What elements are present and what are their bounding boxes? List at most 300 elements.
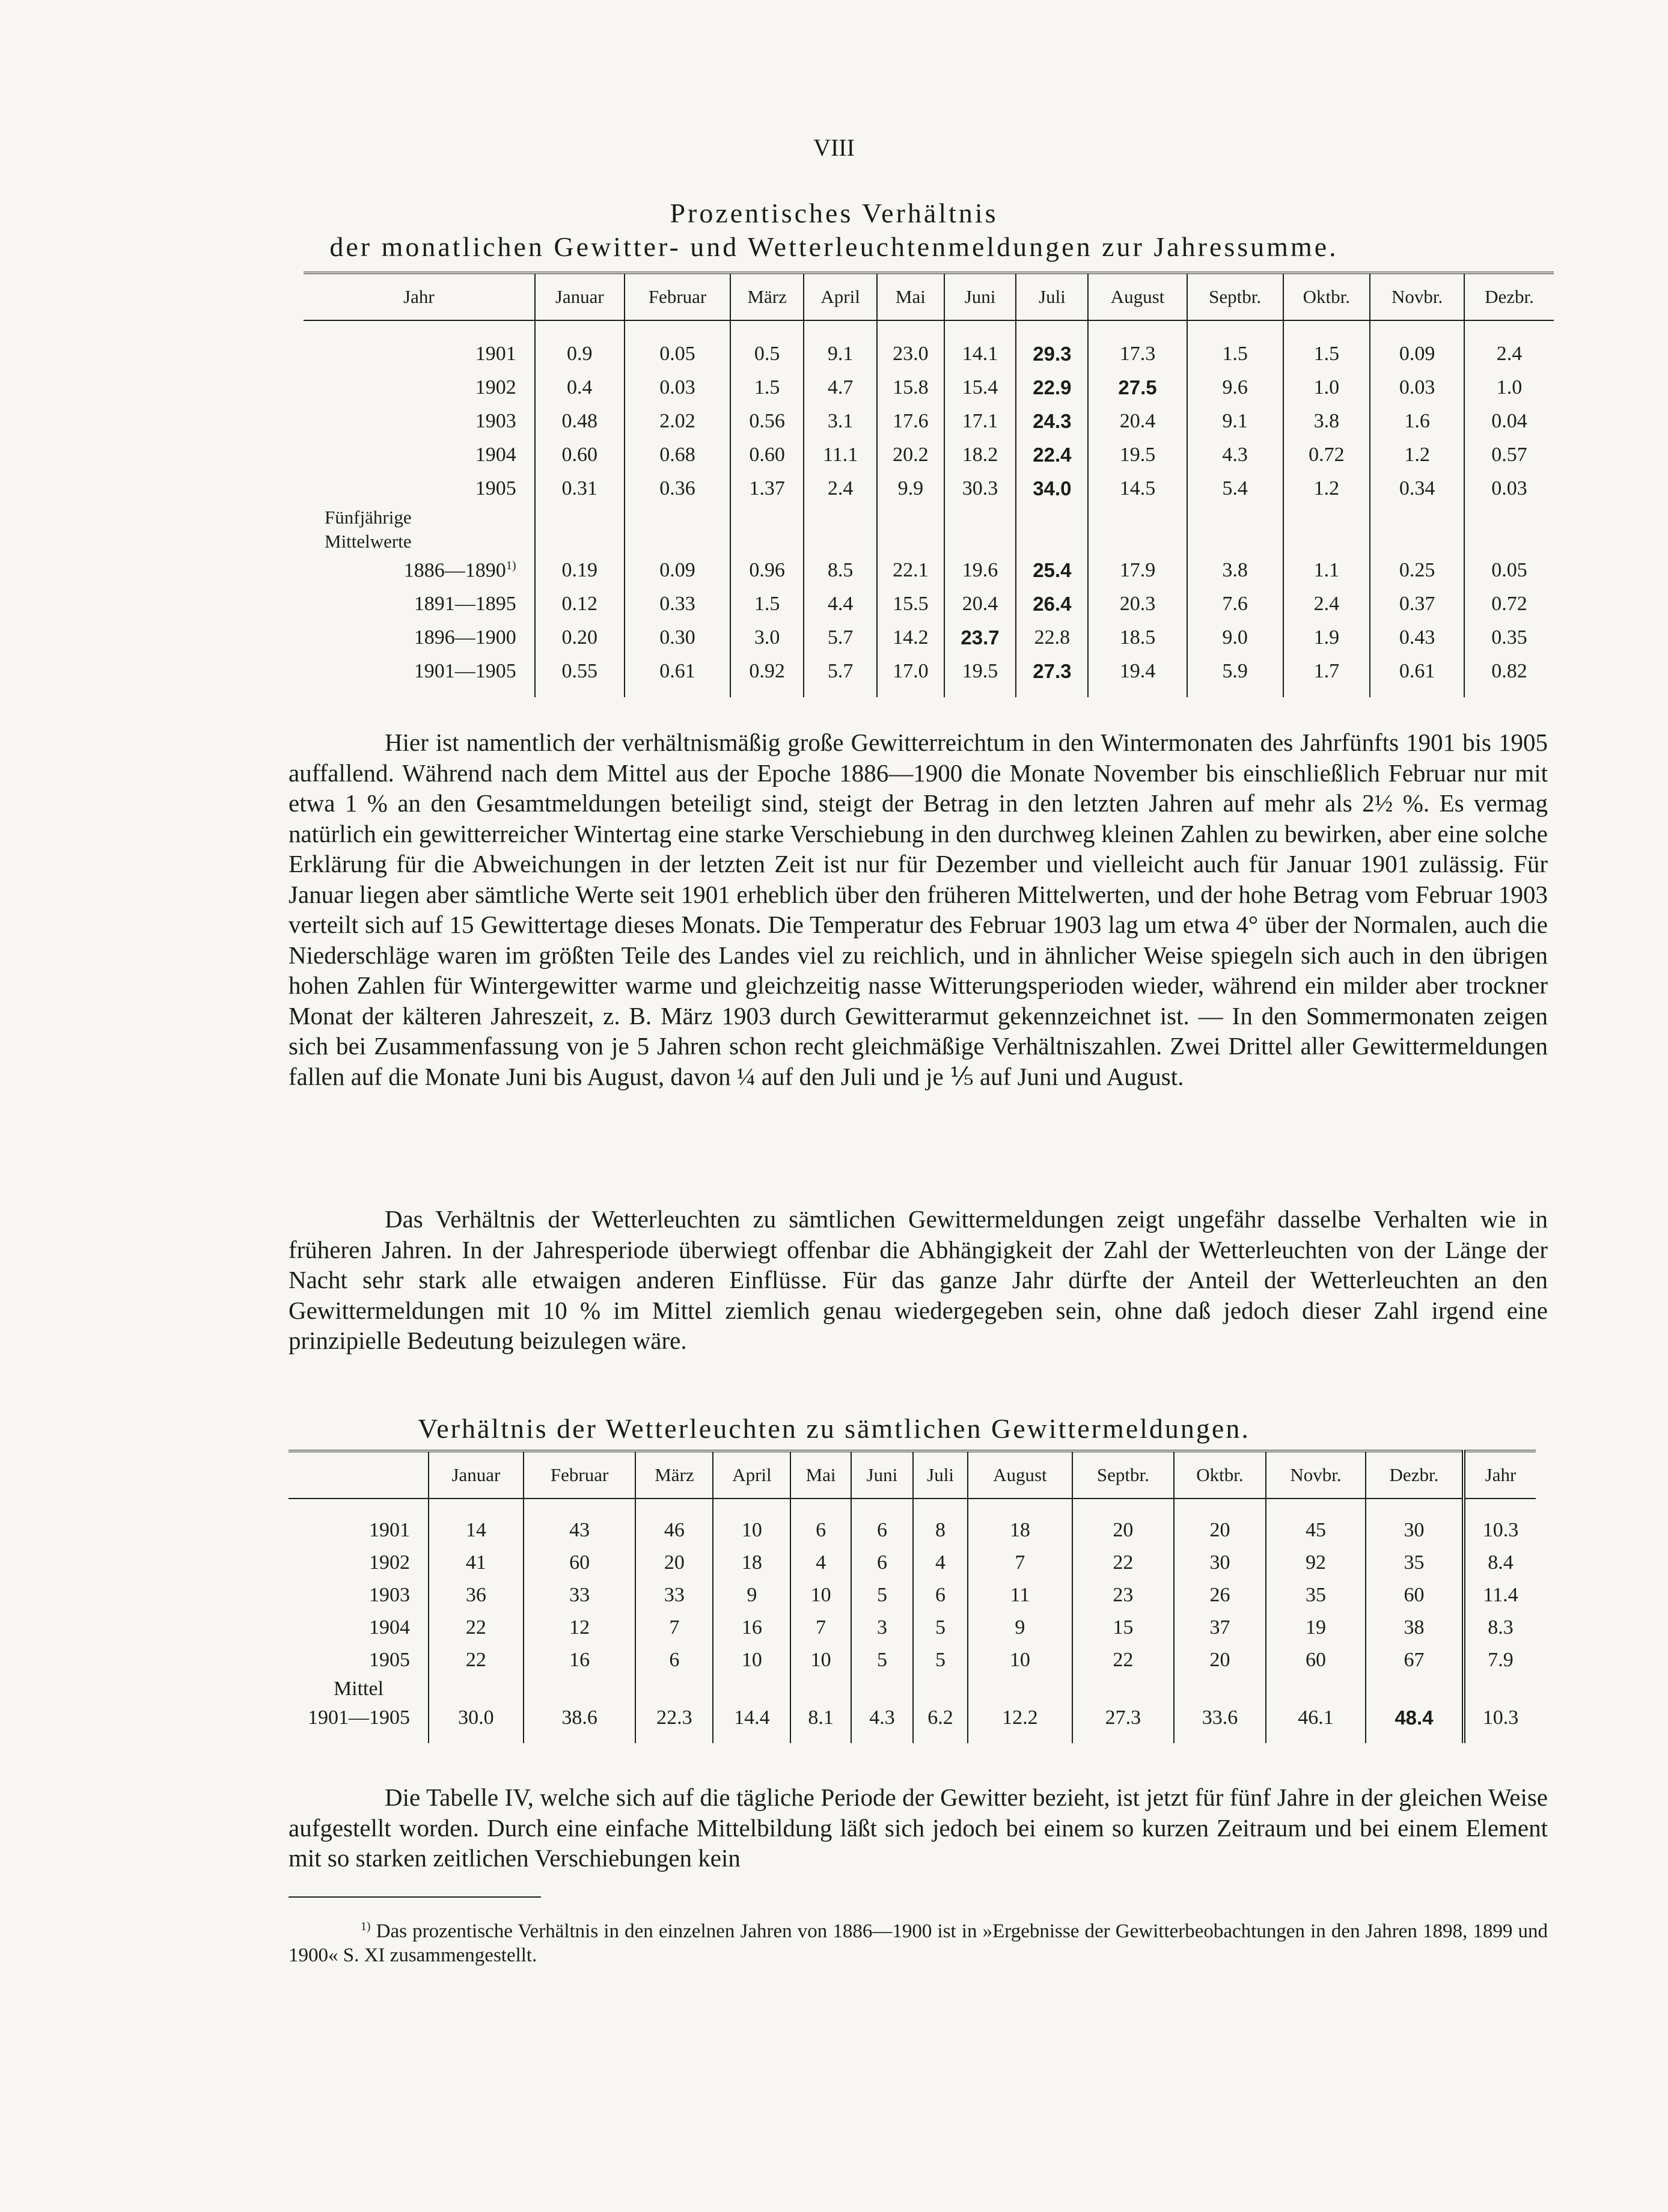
empty-cell: [429, 1676, 524, 1702]
table-cell: 0.72: [1464, 587, 1554, 621]
table-cell: 17.9: [1088, 554, 1187, 587]
empty-cell: [1283, 506, 1370, 530]
period-label-text: 1891—1895: [414, 593, 516, 615]
empty-cell: [535, 530, 625, 554]
empty-cell: [625, 506, 730, 530]
table-cell: 6: [851, 1547, 914, 1579]
table-cell: 36: [429, 1579, 524, 1612]
table-cell: 1.0: [1464, 371, 1554, 405]
row-label-year: 1904: [369, 1616, 410, 1639]
table-cell: 15.5: [877, 587, 944, 621]
table-header-row: [289, 1451, 1536, 1499]
table-cell: 0.30: [625, 621, 730, 655]
table-cell: 30: [1366, 1499, 1464, 1547]
table-cell: 18.5: [1088, 621, 1187, 655]
column-header: Oktbr.: [1174, 1451, 1266, 1499]
empty-cell: [1174, 1676, 1266, 1702]
paragraph-sheet-lightning: Das Verhältnis der Wetterleuchten zu sämtlichen Gewittermeldungen zeigt ungefähr dasselbe Verhalten wie in früheren Jahren. In der Jahresperiode überwiegt offenbar die Abhängigkeit der Zahl der Wetterleuchten von der Länge der Nacht sehr stark alle etwaigen anderen Einflüsse. Für das ganze Jahr dürfte der Anteil der Wetterleuchten an den Gewittermeldungen mit 10 % im Mittel ziemlich genau wiedergegeben sein, ohne daß jedoch dieser Zahl irgend eine prinzipielle Bedeutung beizulegen wäre.: [289, 1205, 1548, 1354]
table-cell: 8.3: [1464, 1612, 1536, 1644]
table-cell: 1.7: [1283, 655, 1370, 697]
table-cell: 8: [913, 1499, 968, 1547]
table-cell: 0.09: [1370, 320, 1464, 371]
table-cell: 0.96: [730, 554, 804, 587]
table-cell: 17.1: [944, 405, 1016, 438]
column-header: Februar: [625, 273, 730, 320]
table-cell: 18: [968, 1499, 1072, 1547]
empty-cell: [535, 506, 625, 530]
table-cell: 23.7: [944, 621, 1016, 655]
empty-cell: [877, 506, 944, 530]
table-cell: 1.6: [1370, 405, 1464, 438]
table-cell: 5.4: [1187, 472, 1283, 506]
table-cell: 22.3: [635, 1702, 713, 1743]
table-cell: 0.05: [1464, 554, 1554, 587]
table-cell: 8.5: [804, 554, 877, 587]
table1-title-line2: der monatlichen Gewitter- und Wetterleuchtenmeldungen zur Jahressumme.: [329, 231, 1339, 262]
column-header: Dezbr.: [1366, 1451, 1464, 1499]
empty-cell: [1464, 530, 1554, 554]
table-cell: 30: [1174, 1547, 1266, 1579]
period-label-text: 1896—1900: [414, 626, 516, 649]
table-cell: 15.8: [877, 371, 944, 405]
empty-cell: [730, 506, 804, 530]
table-cell: 1.37: [730, 472, 804, 506]
table-cell: 4.7: [804, 371, 877, 405]
empty-cell: [1464, 1676, 1536, 1702]
empty-cell: [1187, 530, 1283, 554]
table-cell: 8.4: [1464, 1547, 1536, 1579]
empty-cell: [1072, 1676, 1174, 1702]
table-cell: 26.4: [1016, 587, 1088, 621]
subheading-row: [289, 1676, 1536, 1702]
table-cell: 10: [968, 1644, 1072, 1676]
empty-cell: [1016, 530, 1088, 554]
table-cell: 20: [1174, 1644, 1266, 1676]
table-cell: 27.3: [1016, 655, 1088, 697]
table-cell: 3.8: [1187, 554, 1283, 587]
column-header: Januar: [429, 1451, 524, 1499]
table-cell: 1.5: [1187, 320, 1283, 371]
table-row-mean: [289, 1702, 1536, 1743]
footnote-mark: 1): [361, 1920, 371, 1933]
table-cell: 4.3: [851, 1702, 914, 1743]
column-header: [289, 1451, 429, 1499]
table-cell: 17.6: [877, 405, 944, 438]
table-cell: 15: [1072, 1612, 1174, 1644]
column-header: März: [730, 273, 804, 320]
table-cell: 19.4: [1088, 655, 1187, 697]
table-cell: 19.5: [1088, 438, 1187, 472]
table-cell: 14.4: [713, 1702, 790, 1743]
table-cell: 0.9: [535, 320, 625, 371]
table-cell: 1.0: [1283, 371, 1370, 405]
table-cell: 0.60: [535, 438, 625, 472]
table-cell: 1.5: [730, 371, 804, 405]
table-row: [304, 472, 1554, 506]
table-cell: 10.3: [1464, 1499, 1536, 1547]
table-cell: 7: [635, 1612, 713, 1644]
table-row: [304, 621, 1554, 655]
table-cell: 17.3: [1088, 320, 1187, 371]
empty-cell: [877, 530, 944, 554]
table-cell: 22.9: [1016, 371, 1088, 405]
empty-cell: [944, 530, 1016, 554]
table-cell: 9.1: [1187, 405, 1283, 438]
table-cell: 12: [524, 1612, 636, 1644]
table-row: [304, 405, 1554, 438]
table-cell: 10: [790, 1644, 851, 1676]
empty-cell: [790, 1676, 851, 1702]
table-cell: 1.2: [1283, 472, 1370, 506]
table-cell: 6: [851, 1499, 914, 1547]
table-cell: 12.2: [968, 1702, 1072, 1743]
table-cell: 4.3: [1187, 438, 1283, 472]
table-row: [289, 1499, 1536, 1547]
table-cell: 33: [635, 1579, 713, 1612]
table-cell: 5.7: [804, 621, 877, 655]
table-cell: 11.4: [1464, 1579, 1536, 1612]
empty-cell: [1370, 506, 1464, 530]
table-cell: 23.0: [877, 320, 944, 371]
table-cell: 0.25: [1370, 554, 1464, 587]
table-cell: 7.6: [1187, 587, 1283, 621]
table-row: [304, 554, 1554, 587]
column-header: März: [635, 1451, 713, 1499]
table-cell: 0.60: [730, 438, 804, 472]
table-cell: 0.92: [730, 655, 804, 697]
table-cell: 2.4: [1464, 320, 1554, 371]
table-cell: 3.1: [804, 405, 877, 438]
empty-cell: [1016, 506, 1088, 530]
column-header: Novbr.: [1370, 273, 1464, 320]
table-cell: 27.5: [1088, 371, 1187, 405]
column-header: Mai: [790, 1451, 851, 1499]
empty-cell: [1283, 530, 1370, 554]
table-cell: 1.5: [1283, 320, 1370, 371]
table-cell: 20.3: [1088, 587, 1187, 621]
empty-cell: [524, 1676, 636, 1702]
empty-cell: [1088, 530, 1187, 554]
row-label-period: [304, 655, 535, 697]
empty-cell: [851, 1676, 914, 1702]
row-label-year: 1901: [369, 1519, 410, 1541]
empty-cell: [713, 1676, 790, 1702]
table-cell: 0.55: [535, 655, 625, 697]
table-cell: 1.9: [1283, 621, 1370, 655]
column-header: Dezbr.: [1464, 273, 1554, 320]
table-cell: 10: [790, 1579, 851, 1612]
table-cell: 1.5: [730, 587, 804, 621]
table-cell: 20: [1072, 1499, 1174, 1547]
empty-cell: [1088, 506, 1187, 530]
table-cell: 9.0: [1187, 621, 1283, 655]
table-cell: 9: [968, 1612, 1072, 1644]
row-label-period: [304, 554, 535, 587]
column-header: April: [713, 1451, 790, 1499]
table-cell: 60: [1366, 1579, 1464, 1612]
table-cell: 15.4: [944, 371, 1016, 405]
table-cell: 6: [790, 1499, 851, 1547]
table-cell: 14.1: [944, 320, 1016, 371]
table-cell: 33: [524, 1579, 636, 1612]
empty-cell: [1464, 506, 1554, 530]
table-cell: 22: [429, 1612, 524, 1644]
table-cell: 9.1: [804, 320, 877, 371]
table-cell: 43: [524, 1499, 636, 1547]
table-cell: 6: [635, 1644, 713, 1676]
table-cell: 4.4: [804, 587, 877, 621]
table-cell: 20.4: [944, 587, 1016, 621]
table-cell: 0.03: [1370, 371, 1464, 405]
row-label-period: [304, 587, 535, 621]
column-header: August: [1088, 273, 1187, 320]
table-cell: 0.09: [625, 554, 730, 587]
table-cell: 11.1: [804, 438, 877, 472]
period-label-text: 1886—1890: [403, 559, 506, 582]
table-row: [289, 1579, 1536, 1612]
table-cell: 0.35: [1464, 621, 1554, 655]
table-cell: 23: [1072, 1579, 1174, 1612]
empty-cell: [1366, 1676, 1464, 1702]
table2-title: Verhältnis der Wetterleuchten zu sämtlichen Gewittermeldungen.: [418, 1413, 1250, 1444]
subheading-row: [304, 506, 1554, 530]
table-cell: 38.6: [524, 1702, 636, 1743]
table-cell: 7: [790, 1612, 851, 1644]
table-cell: 1.2: [1370, 438, 1464, 472]
table-cell: 92: [1266, 1547, 1366, 1579]
table-cell: 0.4: [535, 371, 625, 405]
subheading-label: Mittelwerte: [325, 531, 412, 552]
column-header: Mai: [877, 273, 944, 320]
table-cell: 16: [713, 1612, 790, 1644]
table-cell: 34.0: [1016, 472, 1088, 506]
row-label-year: 1905: [369, 1649, 410, 1671]
table-cell: 9.6: [1187, 371, 1283, 405]
table-row: [289, 1612, 1536, 1644]
table-cell: 19: [1266, 1612, 1366, 1644]
table-cell: 26: [1174, 1579, 1266, 1612]
empty-cell: [730, 530, 804, 554]
table-cell: 37: [1174, 1612, 1266, 1644]
table-cell: 0.03: [625, 371, 730, 405]
table-cell: 0.34: [1370, 472, 1464, 506]
monthly-percentage-table: [304, 272, 1554, 697]
table-cell: 18: [713, 1547, 790, 1579]
column-header: August: [968, 1451, 1072, 1499]
mean-label: Mittel: [333, 1678, 384, 1700]
table-cell: 67: [1366, 1644, 1464, 1676]
table-cell: 2.4: [1283, 587, 1370, 621]
table-cell: 0.20: [535, 621, 625, 655]
table-cell: 14.2: [877, 621, 944, 655]
table-cell: 0.31: [535, 472, 625, 506]
table-cell: 9.9: [877, 472, 944, 506]
row-label-period: [304, 621, 535, 655]
column-header: Novbr.: [1266, 1451, 1366, 1499]
row-label-year: 1901: [475, 343, 516, 365]
table-cell: 3: [851, 1612, 914, 1644]
table-cell: 10: [713, 1644, 790, 1676]
table-cell: 22: [1072, 1547, 1174, 1579]
row-label-year: 1902: [369, 1551, 410, 1574]
table-cell: 0.5: [730, 320, 804, 371]
table-cell: 0.57: [1464, 438, 1554, 472]
table-cell: 0.19: [535, 554, 625, 587]
table-cell: 41: [429, 1547, 524, 1579]
table-cell: 6.2: [913, 1702, 968, 1743]
empty-cell: [1187, 506, 1283, 530]
table-cell: 4: [913, 1547, 968, 1579]
footnote-reference: 1): [506, 558, 516, 572]
table-cell: 14.5: [1088, 472, 1187, 506]
row-label-year: 1902: [475, 376, 516, 399]
table-cell: 20.2: [877, 438, 944, 472]
table-cell: 0.12: [535, 587, 625, 621]
table-cell: 0.56: [730, 405, 804, 438]
table-cell: 5: [913, 1612, 968, 1644]
table-cell: 2.4: [804, 472, 877, 506]
table-cell: 19.6: [944, 554, 1016, 587]
table-cell: 7.9: [1464, 1644, 1536, 1676]
paragraph-daily-period: Die Tabelle IV, welche sich auf die tägliche Periode der Gewitter bezieht, ist jetzt für fünf Jahre in der gleichen Weise aufgestellt worden. Durch eine einfache Mittelbildung läßt sich jedoch bei einem so kurzen Zeitraum und bei einem Element mit so starken zeitlichen Verschiebungen kein: [289, 1783, 1548, 1872]
table-cell: 0.48: [535, 405, 625, 438]
table-cell: 30.3: [944, 472, 1016, 506]
column-header: Septbr.: [1072, 1451, 1174, 1499]
table-header-row: [304, 273, 1554, 320]
table-cell: 24.3: [1016, 405, 1088, 438]
table-row: [289, 1547, 1536, 1579]
table-cell: 60: [1266, 1644, 1366, 1676]
table-cell: 0.68: [625, 438, 730, 472]
empty-cell: [944, 506, 1016, 530]
subheading-label: Fünfjährige: [325, 507, 412, 528]
footnote: [289, 1914, 1548, 1967]
table-cell: 0.82: [1464, 655, 1554, 697]
table-cell: 8.1: [790, 1702, 851, 1743]
empty-cell: [804, 530, 877, 554]
table-cell: 0.04: [1464, 405, 1554, 438]
row-label-year: 1904: [475, 444, 516, 466]
column-header: Jahr: [304, 273, 535, 320]
table-cell: 27.3: [1072, 1702, 1174, 1743]
column-header: Jahr: [1464, 1451, 1536, 1499]
table-cell: 6: [913, 1579, 968, 1612]
empty-cell: [1266, 1676, 1366, 1702]
table-cell: 5: [851, 1644, 914, 1676]
table-cell: 0.03: [1464, 472, 1554, 506]
table-cell: 18.2: [944, 438, 1016, 472]
table-cell: 5.7: [804, 655, 877, 697]
table-cell: 20: [1174, 1499, 1266, 1547]
table-cell: 0.43: [1370, 621, 1464, 655]
table-cell: 0.61: [1370, 655, 1464, 697]
table-cell: 38: [1366, 1612, 1464, 1644]
row-label-period: 1901—1905: [308, 1706, 410, 1729]
table-cell: 35: [1266, 1579, 1366, 1612]
table-cell: 45: [1266, 1499, 1366, 1547]
table-cell: 0.37: [1370, 587, 1464, 621]
table-cell: 1.1: [1283, 554, 1370, 587]
table-cell: 46.1: [1266, 1702, 1366, 1743]
table-cell: 0.61: [625, 655, 730, 697]
table-cell: 4: [790, 1547, 851, 1579]
table-row: [304, 371, 1554, 405]
table-cell: 7: [968, 1547, 1072, 1579]
column-header: Juni: [851, 1451, 914, 1499]
table-cell: 29.3: [1016, 320, 1088, 371]
table-cell: 60: [524, 1547, 636, 1579]
empty-cell: [1370, 530, 1464, 554]
empty-cell: [635, 1676, 713, 1702]
table-cell: 35: [1366, 1547, 1464, 1579]
table-cell: 22.1: [877, 554, 944, 587]
table-cell: 22.8: [1016, 621, 1088, 655]
table-cell: 9: [713, 1579, 790, 1612]
row-label-year: 1903: [369, 1584, 410, 1606]
table-cell: 10.3: [1464, 1702, 1536, 1743]
period-label-text: 1901—1905: [414, 660, 516, 682]
footnote-rule: [289, 1896, 541, 1898]
table-cell: 22: [429, 1644, 524, 1676]
column-header: Februar: [524, 1451, 636, 1499]
table-cell: 2.02: [625, 405, 730, 438]
table-cell: 20: [635, 1547, 713, 1579]
empty-cell: [804, 506, 877, 530]
table-row: [304, 320, 1554, 371]
table-cell: 30.0: [429, 1702, 524, 1743]
table-cell: 16: [524, 1644, 636, 1676]
table-cell: 17.0: [877, 655, 944, 697]
table-row: [289, 1644, 1536, 1676]
subheading-row: [304, 530, 1554, 554]
table-cell: 48.4: [1366, 1702, 1464, 1743]
row-label-year: 1905: [475, 477, 516, 500]
table-cell: 46: [635, 1499, 713, 1547]
table-cell: 20.4: [1088, 405, 1187, 438]
empty-cell: [968, 1676, 1072, 1702]
table-cell: 0.33: [625, 587, 730, 621]
empty-cell: [913, 1676, 968, 1702]
column-header: Septbr.: [1187, 273, 1283, 320]
sheet-lightning-ratio-table: [289, 1450, 1536, 1743]
paragraph-winter-thunderstorms: Hier ist namentlich der verhältnismäßig große Gewitterreichtum in den Wintermonaten des Jahrfünfts 1901 bis 1905 auffallend. Während nach dem Mittel aus der Epoche 1886—1900 die Monate November bis einschließlich Februar nur mit etwa 1 % an den Gesamtmeldungen beteiligt sind, steigt der Betrag in den letzten Jahren auf mehr als 2½ %. Es vermag natürlich ein gewitterreicher Wintertag eine starke Verschiebung in den durchweg kleinen Zahlen zu bewirken, aber eine solche Erklärung für die Abweichungen in der letzten Zeit ist nur für Dezember und vielleicht auch für Januar 1901 zulässig. Für Januar liegen aber sämtliche Werte seit 1901 erheblich über den früheren Mittelwerten, und der hohe Betrag vom Februar 1903 verteilt sich auf 15 Gewittertage dieses Monats. Die Temperatur des Februar 1903 lag um etwa 4° über der Normalen, auch die Niederschläge waren im größten Teile des Landes viel zu reichlich, und in ähnlicher Weise spiegeln sich auch in den übrigen hohen Zahlen für Wintergewitter warme und gleichzeitig nasse Witterungsperioden wieder, während ein milder aber trockner Monat der kälteren Jahreszeit, z. B. März 1903 durch Gewitterarmut gekennzeichnet ist. — In den Sommermonaten zeigen sich bei Zusammenfassung von je 5 Jahren schon recht gleichmäßige Verhältniszahlen. Zwei Drittel aller Gewittermeldungen fallen auf die Monate Juni bis August, davon ¼ auf den Juli und je ⅕ auf Juni und August.: [289, 729, 1548, 1090]
table-cell: 3.0: [730, 621, 804, 655]
table-cell: 5.9: [1187, 655, 1283, 697]
footnote-text: Das prozentische Verhältnis in den einzelnen Jahren von 1886—1900 ist in »Ergebnisse der Gewitterbeobachtungen in den Jahren 1898, 1899 und 1900« S. XI zusammengestellt.: [289, 1920, 1548, 1966]
page-number: VIII: [813, 134, 855, 161]
column-header: Juli: [1016, 273, 1088, 320]
table-cell: 0.72: [1283, 438, 1370, 472]
table-cell: 22.4: [1016, 438, 1088, 472]
column-header: Juni: [944, 273, 1016, 320]
table-row: [304, 587, 1554, 621]
table-cell: 33.6: [1174, 1702, 1266, 1743]
table-cell: 5: [913, 1644, 968, 1676]
empty-cell: [625, 530, 730, 554]
table-cell: 0.05: [625, 320, 730, 371]
column-header: Oktbr.: [1283, 273, 1370, 320]
table-row: [304, 655, 1554, 697]
table-cell: 14: [429, 1499, 524, 1547]
table-cell: 10: [713, 1499, 790, 1547]
table-cell: 25.4: [1016, 554, 1088, 587]
table-cell: 3.8: [1283, 405, 1370, 438]
table-cell: 0.36: [625, 472, 730, 506]
column-header: April: [804, 273, 877, 320]
table-row: [304, 438, 1554, 472]
table-cell: 19.5: [944, 655, 1016, 697]
table-cell: 11: [968, 1579, 1072, 1612]
